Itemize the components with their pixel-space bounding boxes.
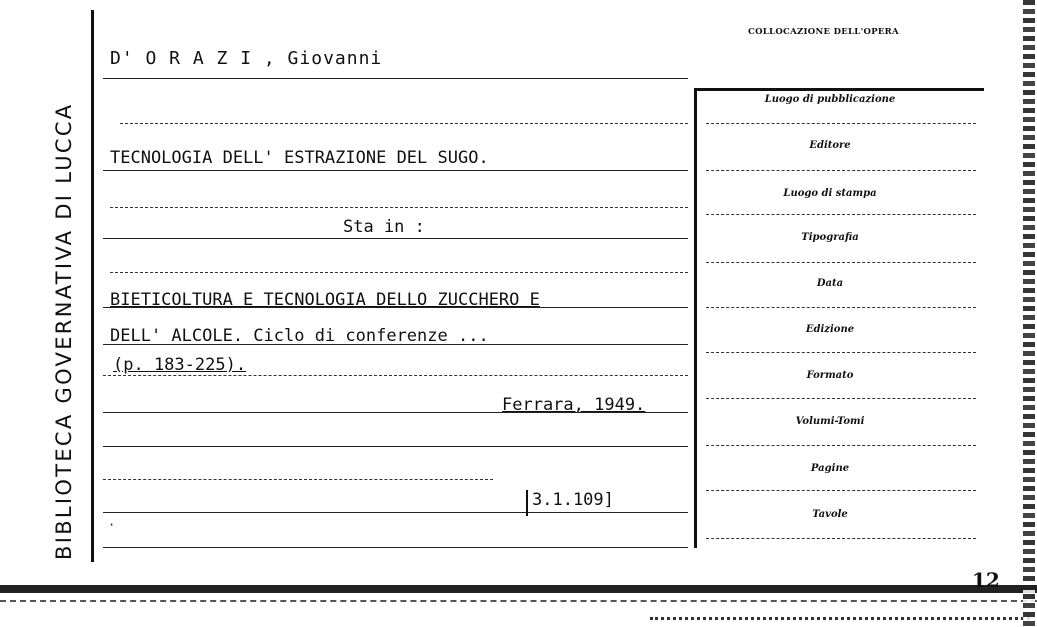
- field-tavole: Tavole: [812, 509, 848, 520]
- field-luogo-pubblicazione: Luogo di pubblicazione: [764, 94, 896, 105]
- rule-line: [706, 490, 976, 491]
- rule-line: [120, 123, 688, 124]
- rule-line: [103, 446, 688, 447]
- author-heading: D' O R A Z I , Giovanni: [110, 48, 383, 69]
- field-pagine: Pagine: [810, 463, 850, 474]
- scan-edge-band: [0, 585, 1037, 593]
- rule-line: [706, 214, 976, 215]
- source-line-3: (p. 183-225).: [113, 355, 247, 375]
- right-box-divider: [694, 88, 697, 548]
- scan-noise-line: [650, 617, 1030, 620]
- rule-line: [103, 170, 688, 171]
- right-box-top: [694, 88, 984, 91]
- field-formato: Formato: [806, 370, 854, 381]
- margin-dot: ·: [108, 518, 116, 532]
- rule-line: [706, 307, 976, 308]
- source-line-2: DELL' ALCOLE. Ciclo di conferenze ...: [110, 326, 489, 346]
- rule-line: [103, 375, 688, 376]
- field-editore: Editore: [809, 140, 851, 151]
- rule-line: [706, 445, 976, 446]
- rule-line: [103, 547, 688, 548]
- shelfmark: 3.1.109]: [532, 490, 614, 510]
- rule-line: [103, 238, 688, 239]
- rule-line: [706, 262, 976, 263]
- rule-line: [706, 398, 976, 399]
- margin-rule: [91, 10, 94, 562]
- rule-line: [706, 170, 976, 171]
- rule-line: [706, 352, 976, 353]
- scan-noise-line: [0, 600, 1037, 602]
- rule-line: [103, 479, 493, 480]
- field-data: Data: [816, 278, 844, 289]
- scan-right-edge: [1023, 0, 1035, 627]
- shelfmark-bracket: [526, 490, 528, 516]
- in-label: Sta in :: [343, 217, 425, 237]
- place-date: Ferrara, 1949.: [502, 395, 646, 415]
- rule-line: [103, 512, 688, 513]
- source-line-1: BIETICOLTURA E TECNOLOGIA DELLO ZUCCHERO E: [110, 290, 540, 310]
- title-line: TECNOLOGIA DELL' ESTRAZIONE DEL SUGO.: [110, 148, 489, 168]
- field-edizione: Edizione: [805, 324, 855, 335]
- rule-line: [706, 538, 976, 539]
- field-luogo-stampa: Luogo di stampa: [783, 188, 877, 199]
- rule-line: [110, 207, 688, 208]
- field-tipografia: Tipografia: [801, 232, 859, 243]
- page-number: 12: [972, 568, 1000, 592]
- field-volumi-tomi: Volumi-Tomi: [795, 416, 865, 427]
- rule-line: [706, 123, 976, 124]
- rule-line: [103, 78, 688, 79]
- collocation-header: COLLOCAZIONE DELL'OPERA: [748, 27, 899, 37]
- rule-line: [110, 272, 688, 273]
- library-stamp-label: BIBLIOTECA GOVERNATIVA DI LUCCA: [52, 102, 76, 560]
